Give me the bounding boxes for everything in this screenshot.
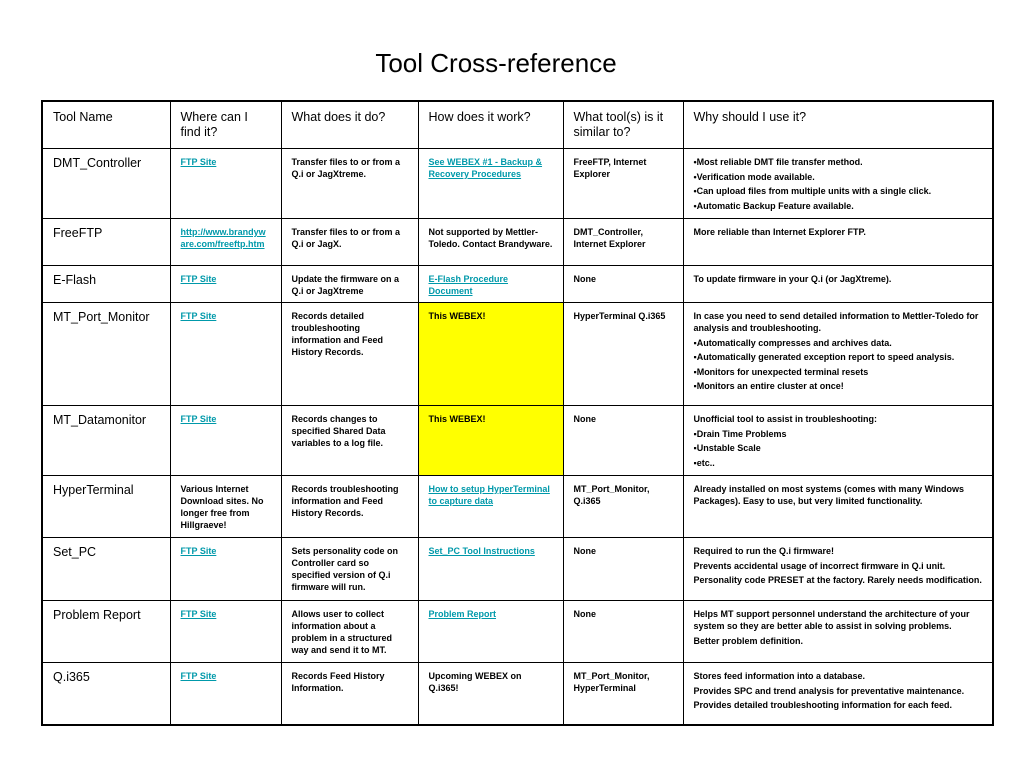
similar-cell: [563, 538, 683, 601]
tool-name: Problem Report: [53, 608, 141, 622]
why-cell: [683, 266, 993, 303]
how-link[interactable]: Problem Report: [428, 609, 497, 619]
table-row: [42, 219, 993, 266]
why-line: ▪Unstable Scale: [693, 443, 761, 453]
tool-name-cell: [42, 149, 170, 219]
what-cell: [281, 303, 418, 406]
similar-cell: [563, 219, 683, 266]
tool-name: MT_Port_Monitor: [53, 310, 150, 324]
how-cell: [418, 406, 563, 476]
why-cell: [683, 476, 993, 538]
tool-name-cell: [42, 303, 170, 406]
why-cell: [683, 149, 993, 219]
what-text: Records Feed History Information.: [291, 671, 385, 693]
where-text: Various Internet Download sites. No longer free from Hillgraeve!: [180, 484, 264, 530]
header-tool-name: Tool Name: [42, 101, 170, 149]
where-cell: [170, 406, 281, 476]
where-link[interactable]: FTP Site: [180, 546, 217, 556]
what-text: Sets personality code on Controller card so specified version of Q.i firmware will run.: [291, 546, 399, 592]
what-text: Records changes to specified Shared Data variables to a log file.: [291, 414, 386, 448]
why-line: ▪Automatically generated exception report to speed analysis.: [693, 352, 955, 362]
why-line: Personality code PRESET at the factory. Rarely needs modification.: [693, 575, 982, 585]
why-line: Provides detailed troubleshooting information for each feed.: [693, 700, 953, 710]
why-line: Stores feed information into a database.: [693, 671, 866, 681]
tool-name-cell: [42, 601, 170, 663]
similar-cell: [563, 303, 683, 406]
why-line: More reliable than Internet Explorer FTP.: [693, 227, 866, 237]
why-line: •Automatic Backup Feature available.: [693, 200, 854, 211]
table-row: [42, 303, 993, 406]
tool-name: DMT_Controller: [53, 156, 142, 170]
what-text: Records troubleshooting information and Feed History Records.: [291, 484, 399, 518]
header-row: [42, 101, 993, 149]
tool-name: E-Flash: [53, 273, 97, 287]
similar-text: None: [573, 414, 596, 424]
what-cell: [281, 266, 418, 303]
how-cell: [418, 219, 563, 266]
table-row: [42, 406, 993, 476]
where-link[interactable]: FTP Site: [180, 157, 217, 167]
how-cell: [418, 266, 563, 303]
how-cell: [418, 476, 563, 538]
tool-name-cell: [42, 538, 170, 601]
how-link[interactable]: Set_PC Tool Instructions: [428, 546, 535, 556]
how-cell: [418, 149, 563, 219]
table-row: [42, 601, 993, 663]
what-text: Allows user to collect information about a problem in a structured way and send it to MT.: [291, 609, 393, 655]
similar-cell: [563, 266, 683, 303]
where-cell: [170, 219, 281, 266]
what-text: Records detailed troubleshooting information and Feed History Records.: [291, 311, 384, 357]
similar-text: None: [573, 274, 596, 284]
header-what: What does it do?: [281, 101, 418, 149]
what-cell: [281, 476, 418, 538]
tool-name: FreeFTP: [53, 226, 103, 240]
why-cell: [683, 663, 993, 725]
table-row: [42, 663, 993, 725]
why-cell: [683, 406, 993, 476]
what-cell: [281, 538, 418, 601]
tool-name: Set_PC: [53, 545, 97, 559]
what-cell: [281, 219, 418, 266]
where-cell: [170, 149, 281, 219]
similar-cell: [563, 149, 683, 219]
page-title: Tool Cross-reference: [375, 48, 617, 78]
why-line: In case you need to send detailed information to Mettler-Toledo for analysis and troubleshooting.: [693, 311, 979, 333]
what-text: Update the firmware on a Q.i or JagXtreme: [291, 274, 400, 296]
tool-name: Q.i365: [53, 670, 90, 684]
how-link[interactable]: E-Flash Procedure Document: [428, 274, 509, 296]
tool-name-cell: [42, 266, 170, 303]
where-cell: [170, 601, 281, 663]
what-cell: [281, 601, 418, 663]
why-line: ▪Drain Time Problems: [693, 428, 787, 439]
similar-text: MT_Port_Monitor, Q.i365: [573, 484, 650, 506]
why-cell: [683, 601, 993, 663]
similar-text: None: [573, 609, 596, 619]
why-line: Helps MT support personnel understand the architecture of your system so they are better able to assist in solving problems.: [693, 609, 970, 631]
why-line: •Verification mode available.: [693, 171, 815, 182]
where-link[interactable]: http://www.brandyware.com/freeftp.htm: [180, 227, 266, 249]
tool-name: MT_Datamonitor: [53, 413, 147, 427]
table-row: [42, 149, 993, 219]
tool-name-cell: [42, 219, 170, 266]
header-why: Why should I use it?: [683, 101, 993, 149]
where-link[interactable]: FTP Site: [180, 671, 217, 681]
why-line: ▪etc..: [693, 457, 715, 468]
how-text: Upcoming WEBEX on Q.i365!: [428, 671, 522, 693]
tool-name: HyperTerminal: [53, 483, 134, 497]
table-row: [42, 538, 993, 601]
similar-cell: [563, 476, 683, 538]
why-line: •Can upload files from multiple units with a single click.: [693, 186, 932, 196]
why-line: To update firmware in your Q.i (or JagXtreme).: [693, 274, 892, 284]
why-line: Provides SPC and trend analysis for preventative maintenance.: [693, 685, 965, 696]
how-text: Not supported by Mettler-Toledo. Contact Brandyware.: [428, 227, 553, 249]
why-line: •Most reliable DMT file transfer method.: [693, 157, 863, 167]
how-cell: [418, 601, 563, 663]
header-similar: What tool(s) is it similar to?: [563, 101, 683, 149]
what-text: Transfer files to or from a Q.i or JagX.: [291, 227, 401, 249]
how-text: This WEBEX!: [428, 311, 486, 321]
where-cell: [170, 266, 281, 303]
similar-text: None: [573, 546, 596, 556]
what-cell: [281, 149, 418, 219]
where-cell: [170, 538, 281, 601]
where-cell: [170, 476, 281, 538]
similar-text: FreeFTP, Internet Explorer: [573, 157, 647, 179]
what-text: Transfer files to or from a Q.i or JagXtreme.: [291, 157, 401, 179]
why-line: Better problem definition.: [693, 635, 804, 646]
cross-reference-table: [41, 100, 994, 726]
why-line: Prevents accidental usage of incorrect firmware in Q.i unit.: [693, 560, 946, 571]
how-link[interactable]: How to setup HyperTerminal to capture data: [428, 484, 550, 506]
table-row: [42, 476, 993, 538]
where-cell: [170, 663, 281, 725]
what-cell: [281, 406, 418, 476]
header-where: Where can I find it?: [170, 101, 281, 149]
where-link[interactable]: FTP Site: [180, 414, 217, 424]
why-line: ▪Monitors an entire cluster at once!: [693, 381, 844, 391]
header-how: How does it work?: [418, 101, 563, 149]
why-line: ▪Automatically compresses and archives data.: [693, 337, 892, 348]
why-line: ▪Monitors for unexpected terminal resets: [693, 366, 869, 377]
similar-cell: [563, 406, 683, 476]
where-cell: [170, 303, 281, 406]
tool-name-cell: [42, 663, 170, 725]
how-cell: [418, 538, 563, 601]
tool-name-cell: [42, 406, 170, 476]
similar-text: DMT_Controller, Internet Explorer: [573, 227, 646, 249]
why-line: Required to run the Q.i firmware!: [693, 546, 835, 556]
similar-cell: [563, 663, 683, 725]
how-link[interactable]: See WEBEX #1 - Backup & Recovery Procedures: [428, 157, 543, 179]
what-cell: [281, 663, 418, 725]
why-cell: [683, 219, 993, 266]
similar-text: MT_Port_Monitor, HyperTerminal: [573, 671, 650, 693]
where-link[interactable]: FTP Site: [180, 311, 217, 321]
similar-text: HyperTerminal Q.i365: [573, 311, 666, 321]
how-cell: [418, 663, 563, 725]
how-text: This WEBEX!: [428, 414, 486, 424]
why-line: Already installed on most systems (comes with many Windows Packages). Easy to use, but very limited functionality.: [693, 484, 964, 506]
where-link[interactable]: FTP Site: [180, 609, 217, 619]
where-link[interactable]: FTP Site: [180, 274, 217, 284]
why-cell: [683, 303, 993, 406]
similar-cell: [563, 601, 683, 663]
why-cell: [683, 538, 993, 601]
tool-name-cell: [42, 476, 170, 538]
how-cell: [418, 303, 563, 406]
table-row: [42, 266, 993, 303]
why-line: Unofficial tool to assist in troubleshooting:: [693, 414, 877, 424]
